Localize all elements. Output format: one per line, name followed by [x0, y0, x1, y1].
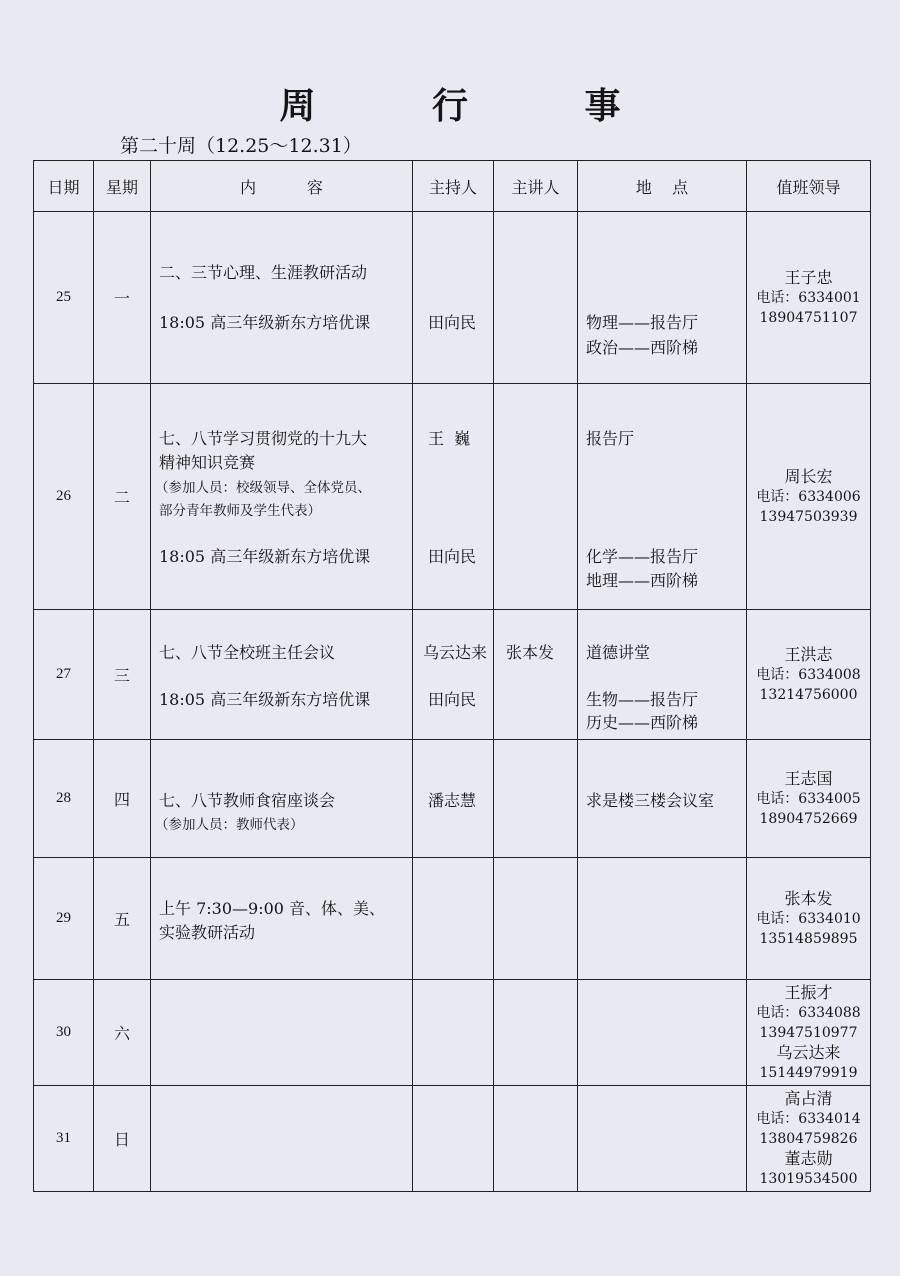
location-cell: [578, 384, 747, 610]
weekday-cell: 二: [94, 384, 151, 610]
date-cell: 26: [34, 384, 94, 610]
leader-mobile: 18904752669: [759, 810, 858, 827]
speaker-name: 张本发: [506, 643, 555, 662]
speaker-cell: [494, 212, 578, 384]
date-cell: 25: [34, 212, 94, 384]
content-line: 实验教研活动: [159, 923, 256, 942]
location-cell: [578, 1086, 747, 1192]
location-cell: [578, 610, 747, 740]
leader-name: 王子忠: [784, 267, 833, 287]
location-cell: [578, 740, 747, 858]
content-note: 部分青年教师及学生代表）: [159, 503, 321, 519]
content-line: 18:05 高三年级新东方培优课: [159, 313, 371, 332]
week-subtitle: 第二十周（12.25～12.31）: [120, 135, 362, 157]
content-cell: [151, 1086, 413, 1192]
date-cell: 31: [34, 1086, 94, 1192]
leader-mobile: 18904751107: [759, 309, 858, 326]
leader-cell: [747, 980, 871, 1086]
location-line: 化学——报告厅: [586, 547, 699, 566]
weekday-cell: 日: [94, 1086, 151, 1192]
location-line: 生物——报告厅: [586, 690, 699, 709]
location-line: 政治——西阶梯: [586, 338, 699, 357]
speaker-cell: [494, 384, 578, 610]
header-host: 主持人: [413, 161, 494, 212]
header-speaker: 主讲人: [494, 161, 578, 212]
leader-name: 乌云达来: [776, 1042, 841, 1062]
leader-phone: 电话：6334010: [756, 910, 861, 927]
header-weekday: 星期: [94, 161, 151, 212]
content-cell: [151, 980, 413, 1086]
leader-name: 周长宏: [784, 466, 833, 486]
host-cell: [413, 212, 494, 384]
host-cell: [413, 610, 494, 740]
leader-phone: 电话：6334008: [756, 666, 861, 683]
table-row: [34, 1086, 871, 1192]
leader-phone: 电话：6334006: [756, 488, 861, 505]
leader-cell: [747, 740, 871, 858]
host-cell: [413, 740, 494, 858]
content-line: 七、八节学习贯彻党的十九大: [159, 429, 368, 448]
host-name: 田向民: [428, 313, 477, 332]
content-line: 18:05 高三年级新东方培优课: [159, 547, 371, 566]
leader-phone: 电话：6334005: [756, 790, 861, 807]
speaker-cell: [494, 980, 578, 1086]
leader-mobile: 13019534500: [759, 1170, 858, 1187]
leader-name: 王振才: [784, 982, 833, 1002]
host-name: 王 巍: [428, 429, 471, 448]
leader-cell: [747, 1086, 871, 1192]
host-cell: [413, 858, 494, 980]
content-cell: [151, 858, 413, 980]
host-name: 田向民: [428, 547, 477, 566]
content-line: 精神知识竞赛: [159, 453, 256, 472]
leader-cell: [747, 858, 871, 980]
host-name: 潘志慧: [428, 791, 477, 810]
table-row: [34, 610, 871, 740]
leader-mobile: 13804759826: [759, 1130, 858, 1147]
content-line: 七、八节教师食宿座谈会: [159, 791, 336, 810]
leader-phone: 电话：6334088: [756, 1004, 861, 1021]
content-cell: [151, 212, 413, 384]
speaker-cell: [494, 610, 578, 740]
location-line: 求是楼三楼会议室: [586, 791, 715, 810]
host-name: 田向民: [428, 690, 477, 709]
speaker-cell: [494, 740, 578, 858]
host-cell: [413, 980, 494, 1086]
content-cell: [151, 610, 413, 740]
table-row: [34, 980, 871, 1086]
host-cell: [413, 384, 494, 610]
weekday-cell: 四: [94, 740, 151, 858]
leader-name: 王洪志: [784, 644, 833, 664]
location-line: 道德讲堂: [586, 643, 651, 662]
table-row: [34, 740, 871, 858]
header-date: 日期: [34, 161, 94, 212]
leader-name: 董志勋: [784, 1148, 833, 1168]
content-line: 18:05 高三年级新东方培优课: [159, 690, 371, 709]
location-line: 历史——西阶梯: [586, 713, 699, 732]
host-cell: [413, 1086, 494, 1192]
header-row: [34, 161, 871, 212]
date-cell: 28: [34, 740, 94, 858]
content-line: 上午 7:30—9:00 音、体、美、: [159, 899, 386, 918]
host-name: 乌云达来: [423, 643, 488, 662]
location-cell: [578, 858, 747, 980]
leader-phone: 电话：6334001: [756, 289, 861, 306]
header-location: 地 点: [578, 161, 747, 212]
date-cell: 29: [34, 858, 94, 980]
leader-phone: 电话：6334014: [756, 1110, 861, 1127]
table-row: [34, 212, 871, 384]
content-cell: [151, 384, 413, 610]
leader-cell: [747, 212, 871, 384]
location-line: 物理——报告厅: [586, 313, 699, 332]
content-cell: [151, 740, 413, 858]
table-row: [34, 384, 871, 610]
location-line: 地理——西阶梯: [586, 571, 699, 590]
location-cell: [578, 212, 747, 384]
date-cell: 30: [34, 980, 94, 1086]
content-line: 七、八节全校班主任会议: [159, 643, 336, 662]
header-leader: 值班领导: [747, 161, 871, 212]
table-row: [34, 858, 871, 980]
leader-name: 王志国: [784, 768, 833, 788]
date-cell: 27: [34, 610, 94, 740]
content-line: 二、三节心理、生涯教研活动: [159, 263, 368, 282]
leader-cell: [747, 384, 871, 610]
weekday-cell: 五: [94, 858, 151, 980]
speaker-cell: [494, 858, 578, 980]
header-content: 内 容: [151, 161, 413, 212]
location-cell: [578, 980, 747, 1086]
page-title: 周 行 事: [279, 86, 673, 127]
leader-mobile: 13947510977: [759, 1024, 858, 1041]
weekday-cell: 三: [94, 610, 151, 740]
leader-mobile: 13214756000: [759, 686, 858, 703]
location-line: 报告厅: [586, 429, 635, 448]
schedule-table: [33, 160, 871, 1192]
content-note: （参加人员：教师代表）: [155, 817, 304, 833]
weekday-cell: 六: [94, 980, 151, 1086]
leader-mobile: 15144979919: [759, 1064, 858, 1081]
content-note: （参加人员：校级领导、全体党员、: [155, 480, 371, 496]
leader-name: 张本发: [784, 888, 833, 908]
speaker-cell: [494, 1086, 578, 1192]
leader-mobile: 13514859895: [759, 930, 858, 947]
leader-cell: [747, 610, 871, 740]
weekday-cell: 一: [94, 212, 151, 384]
leader-name: 高占清: [784, 1088, 833, 1108]
leader-mobile: 13947503939: [759, 508, 858, 525]
